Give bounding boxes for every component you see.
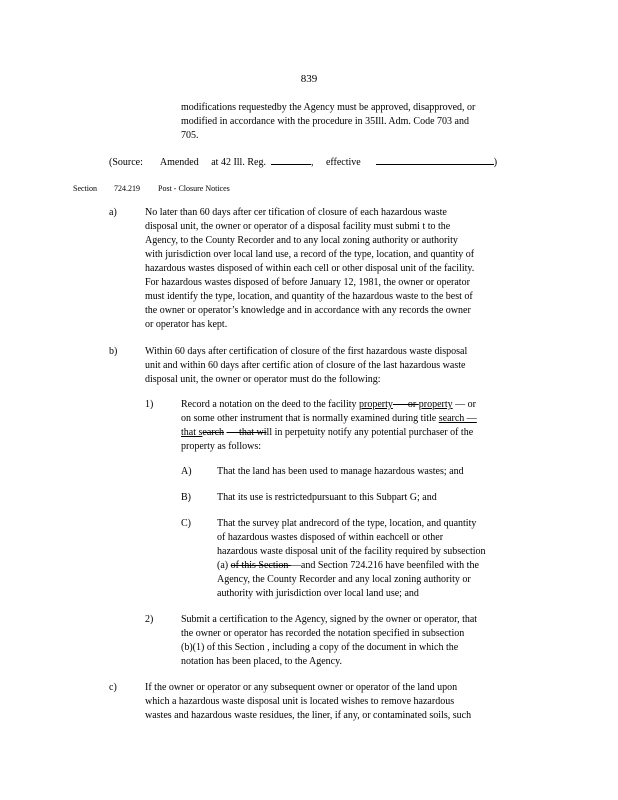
source-comma: , <box>310 157 314 168</box>
source-amended: Amended <box>159 157 199 168</box>
item-B-label: B) <box>181 492 191 503</box>
text-run: — or <box>452 399 476 410</box>
subsection-c-line: If the owner or operator or any subsequent owner or operator of the land upon <box>145 682 458 693</box>
subsection-c-label: c) <box>109 682 117 693</box>
subsection-b-line: Within 60 days after certification of closure of the first hazardous waste disposal <box>145 346 468 357</box>
text-run: ll in perpetuity notify any potential purchaser of the <box>266 427 474 438</box>
carry-line-1: modifications requestedby the Agency must be approved, disapproved, or <box>181 102 476 113</box>
item-C-line: hazardous waste disposal unit of the facility required by subsection <box>217 546 486 557</box>
source-effective: effective <box>325 157 361 168</box>
text-run: on some other instrument that is normally examined during title <box>181 413 439 424</box>
struck-text: earch <box>202 427 225 438</box>
text-run: Record a notation on the deed to the facility <box>181 399 359 410</box>
register-blank <box>271 155 311 165</box>
struck-text: of this Section <box>230 560 291 571</box>
source-label: (Source: <box>109 157 143 168</box>
item-C-line-4 <box>217 560 479 572</box>
subsection-a-line: must identify the type, location, and quantity of the hazardous waste to the best of <box>145 291 473 302</box>
item-B-text: That its use is restrictedpursuant to this Subpart G; and <box>217 492 437 503</box>
item-C-line: of hazardous wastes disposed of within eachcell or other <box>217 532 444 543</box>
carry-line-3: 705. <box>181 130 199 141</box>
paragraph-b2-line: notation has been placed, to the Agency. <box>181 656 342 667</box>
item-C-line: That the survey plat andrecord of the type, location, and quantity <box>217 518 477 529</box>
section-label: Section <box>73 184 97 193</box>
item-C-line: Agency, the County Recorder and any local zoning authority or <box>217 574 471 585</box>
section-title: Post - Closure Notices <box>158 184 230 193</box>
source-register: at 42 Ill. Reg. <box>211 157 266 168</box>
source-note <box>109 155 497 169</box>
struck-text: — that wi <box>226 427 267 438</box>
subsection-c-line: wastes and hazardous waste residues, the liner, if any, or contaminated soils, such <box>145 710 472 721</box>
subsection-a-line: Agency, to the County Recorder and to any local zoning authority or authority <box>145 235 458 246</box>
inserted-text: property <box>418 399 453 410</box>
subsection-c-line: which a hazardous waste disposal unit is located wishes to remove hazardous <box>145 696 455 707</box>
subsection-a-line: disposal unit, the owner or operator of a disposal facility must submi t to the <box>145 221 451 232</box>
paragraph-b1-line-4: property as follows: <box>181 441 261 452</box>
paragraph-b1-line-1 <box>181 399 476 411</box>
paragraph-b1-line-3 <box>181 427 473 439</box>
subsection-b-line: unit and within 60 days after certific ation of closure of the last hazardous waste <box>145 360 466 371</box>
subsection-b-line: disposal unit, the owner or operator must do the following: <box>145 374 381 385</box>
subsection-a-label: a) <box>109 207 117 218</box>
effective-blank <box>376 155 494 165</box>
item-C-line: authority with jurisdiction over local land use; and <box>217 588 419 599</box>
struck-text: — or <box>392 399 419 410</box>
subsection-a-line: with jurisdiction over local land use, a record of the type, location, and quantity of <box>145 249 475 260</box>
item-C-label: C) <box>181 518 191 529</box>
paragraph-b2-label: 2) <box>145 614 154 625</box>
subsection-a-line: No later than 60 days after cer tification of closure of each hazardous waste <box>145 207 447 218</box>
item-A-label: A) <box>181 466 192 477</box>
inserted-text: property <box>359 399 393 410</box>
paragraph-b2-line: the owner or operator has recorded the notation specified in subsection <box>181 628 465 639</box>
subsection-b-label: b) <box>109 346 118 357</box>
inserted-text: search — <box>438 413 477 424</box>
text-run: (a) <box>217 560 231 571</box>
subsection-a-line: For hazardous wastes disposed of before January 12, 1981, the owner or operator <box>145 277 470 288</box>
paragraph-b1-line-2 <box>181 413 477 425</box>
carry-line-2: modified in accordance with the procedure in 35Ill. Adm. Code 703 and <box>181 116 469 127</box>
subsection-a-line: the owner or operator’s knowledge and in accordance with any records the owner <box>145 305 471 316</box>
inserted-text: that s <box>181 427 203 438</box>
paragraph-b2-line: (b)(1) of this Section , including a copy of the document in which the <box>181 642 459 653</box>
subsection-a-line: or operator has kept. <box>145 319 228 330</box>
section-number: 724.219 <box>114 184 140 193</box>
paragraph-b2-line: Submit a certification to the Agency, signed by the owner or operator, that <box>181 614 478 625</box>
subsection-a-line: hazardous wastes disposed of within each cell or other disposal unit of the facility. <box>145 263 475 274</box>
item-A-text: That the land has been used to manage hazardous wastes; and <box>217 466 464 477</box>
page-number: 839 <box>300 73 318 85</box>
source-close: ) <box>493 157 498 168</box>
paragraph-b1-label: 1) <box>145 399 154 410</box>
text-run: —and Section 724.216 have beenfiled with the <box>290 560 479 571</box>
